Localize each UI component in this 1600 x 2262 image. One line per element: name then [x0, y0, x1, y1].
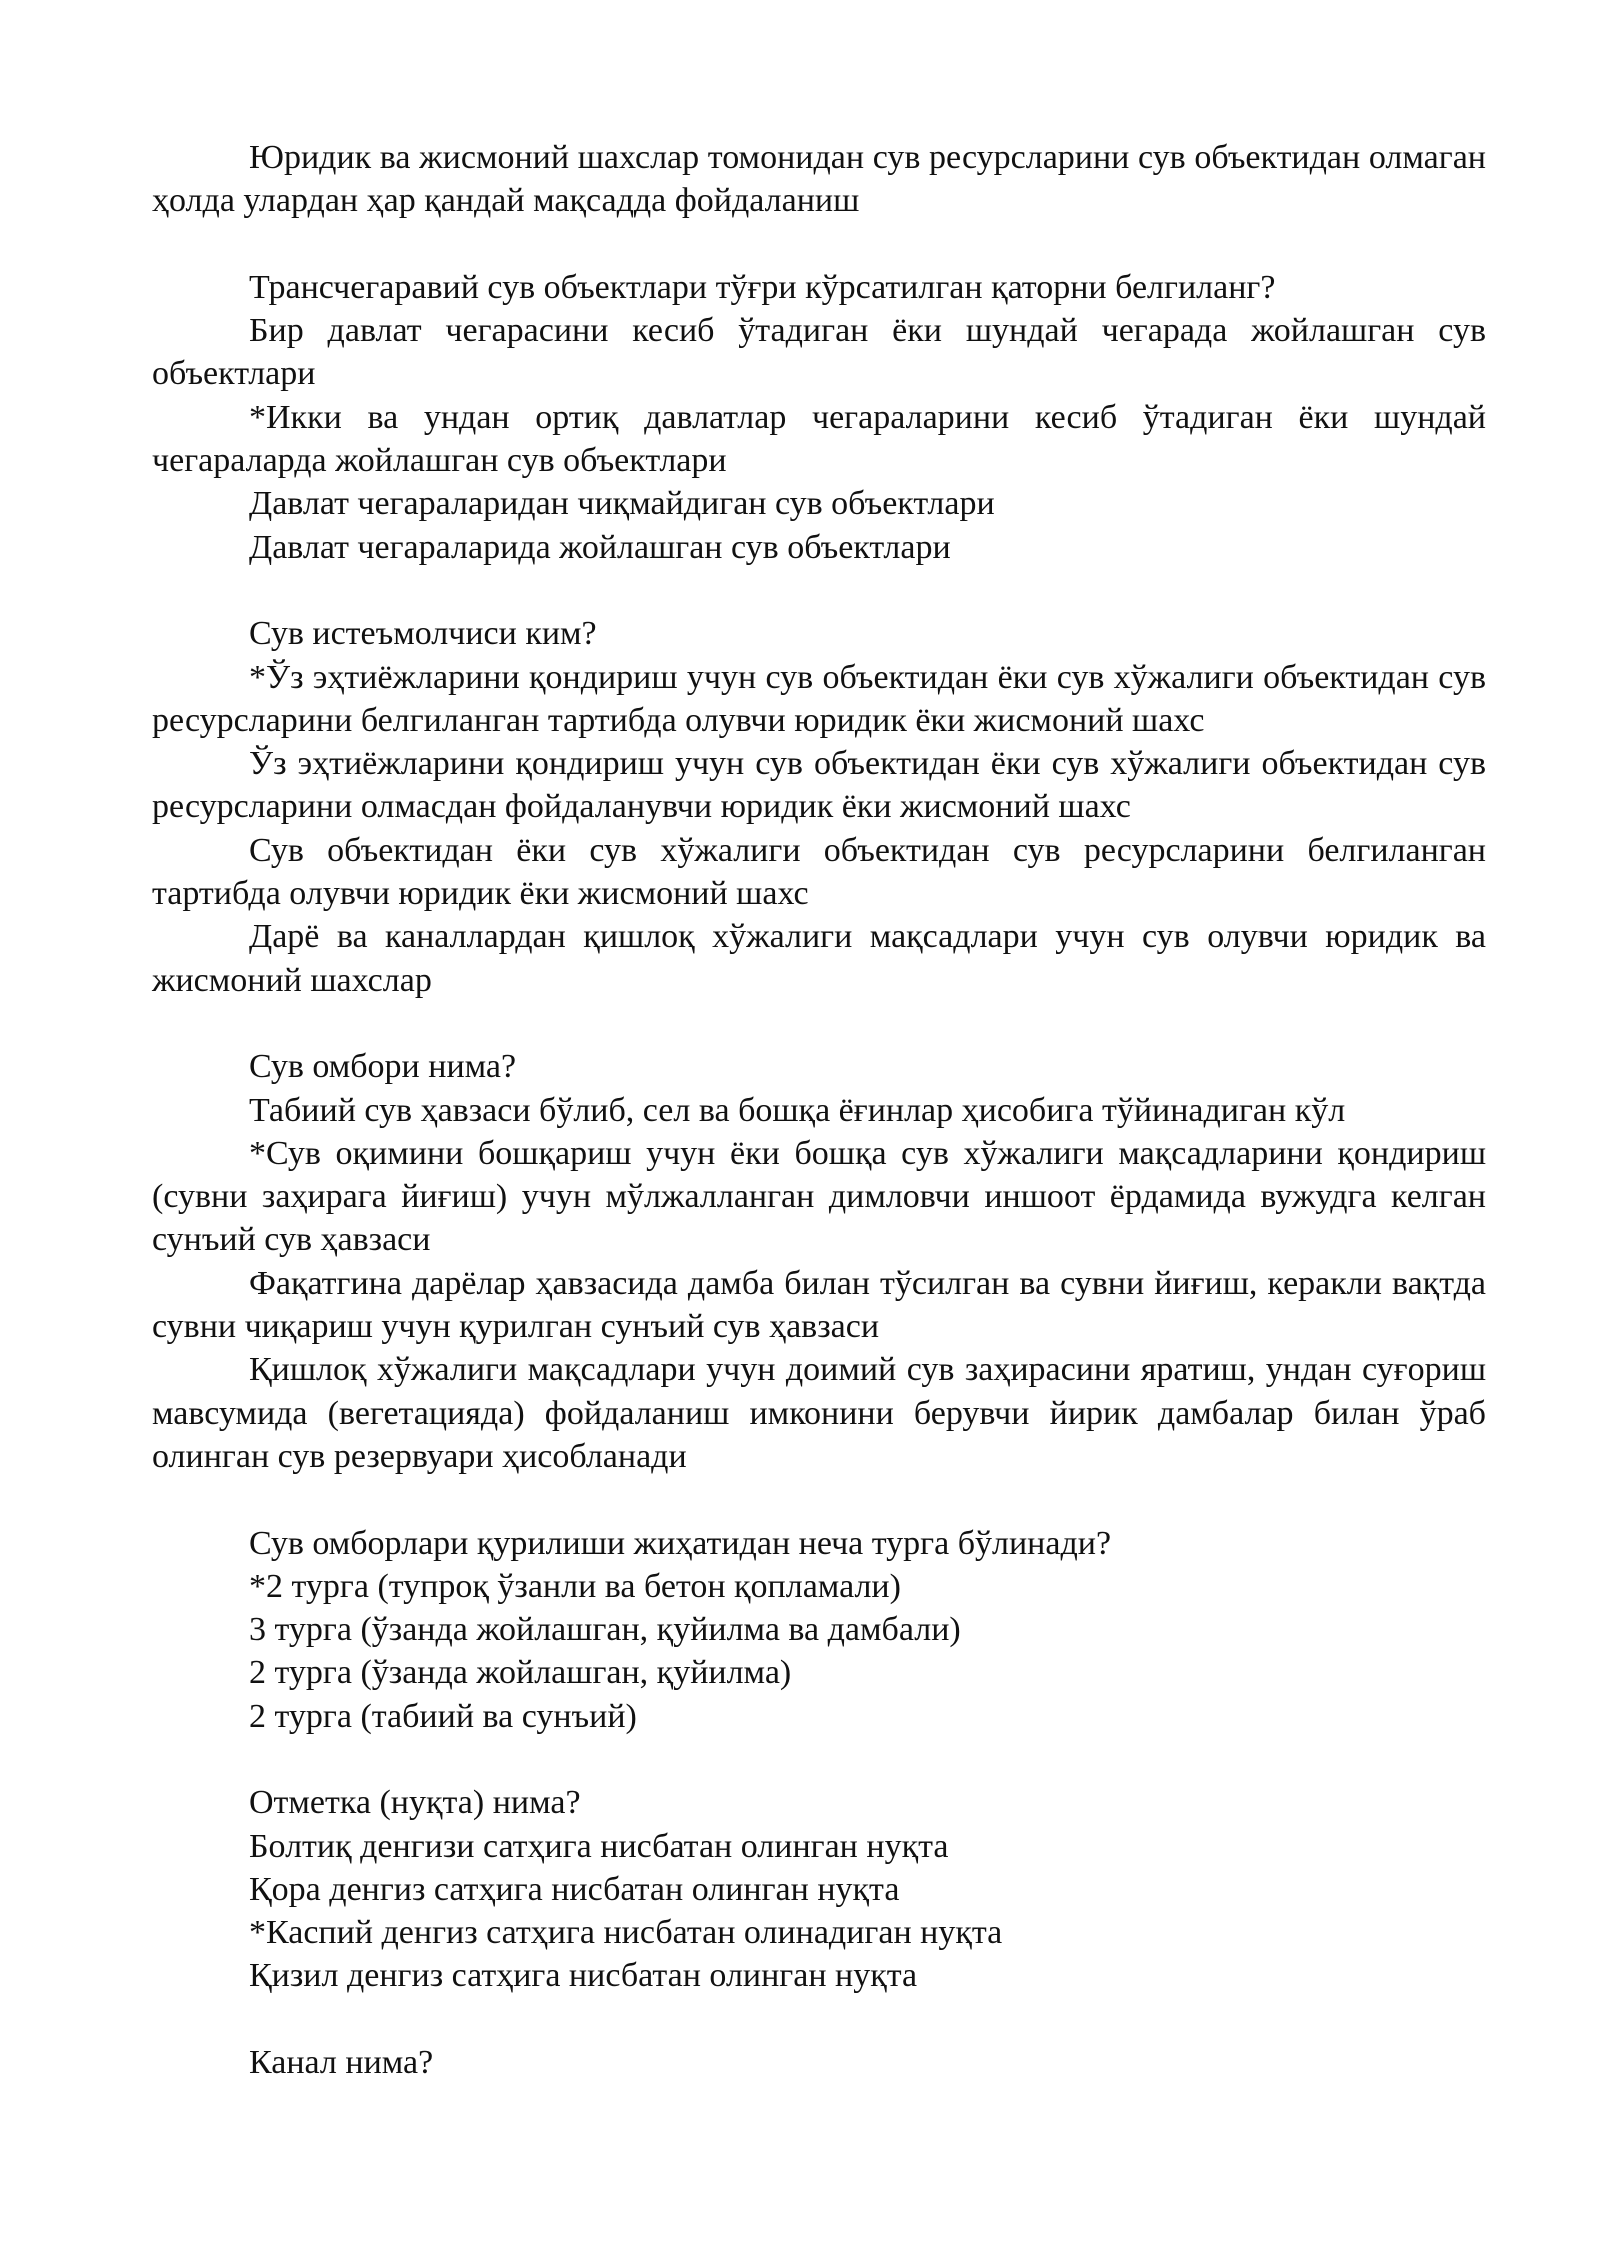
question-block	[152, 1781, 1486, 1997]
question-text: Отметка (нуқта) нима?	[249, 1784, 581, 1822]
question-text: Сув омбори нима?	[249, 1048, 517, 1086]
document-body	[152, 136, 1486, 2128]
answer-option: 2 турга (табиий ва сунъий)	[249, 1697, 637, 1735]
answer-option: *Икки ва ундан ортиқ давлатлар чегараларини кесиб ўтадиган ёки шундай чегараларда жойлашган сув объектлари	[152, 398, 1486, 480]
question-block	[152, 266, 1486, 569]
question-text: Сув истеъмолчиси ким?	[249, 615, 597, 653]
answer-option: 2 турга (ўзанда жойлашган, қуйилма)	[249, 1654, 792, 1692]
answer-option: 3 турга (ўзанда жойлашган, қуйилма ва дамбали)	[249, 1611, 961, 1649]
answer-option: Қора денгиз сатҳига нисбатан олинган нуқта	[249, 1870, 900, 1908]
question-block	[152, 612, 1486, 1002]
answer-option: Ўз эҳтиёжларини қондириш учун сув объектидан ёки сув хўжалиги объектидан сув ресурсларини олмасдан фойдаланувчи юридик ёки жисмоний шахс	[152, 745, 1486, 826]
text-block	[152, 136, 1486, 223]
question-block	[152, 1522, 1486, 1738]
question-block	[152, 1045, 1486, 1478]
answer-option: *Каспий денгиз сатҳига нисбатан олинадиган нуқта	[249, 1914, 1003, 1952]
answer-option: Қизил денгиз сатҳига нисбатан олинган нуқта	[249, 1957, 918, 1995]
paragraph: Юридик ва жисмоний шахслар томонидан сув ресурсларини сув объектидан олмаган ҳолда улардан ҳар қандай мақсадда фойдаланиш	[152, 139, 1486, 220]
question-text: Сув омборлари қурилиши жиҳатидан неча турга бўлинади?	[249, 1524, 1112, 1562]
answer-option: Қишлоқ хўжалиги мақсадлари учун доимий сув заҳирасини яратиш, ундан суғориш мавсумида (вегетацияда) фойдаланиш имконини берувчи йирик дамбалар билан ўраб олинган сув резервуари ҳисобланади	[152, 1351, 1486, 1475]
answer-option: *Сув оқимини бошқариш учун ёки бошқа сув хўжалиги мақсадларини қондириш (сувни заҳирага йиғиш) учун мўлжалланган димловчи иншоот ёрдамида вужудга келган сунъий сув ҳавзаси	[152, 1134, 1486, 1259]
answer-option: Бир давлат чегарасини кесиб ўтадиган ёки шундай чегарада жойлашган сув объектлари	[152, 312, 1486, 393]
answer-option: *2 турга (тупроқ ўзанли ва бетон қопламали)	[249, 1567, 901, 1605]
question-text: Канал нима?	[249, 2044, 434, 2082]
answer-option: Сув объектидан ёки сув хўжалиги объектидан сув ресурсларини белгиланган тартибда олувчи юридик ёки жисмоний шахс	[152, 831, 1486, 913]
answer-option: Дарё ва каналлардан қишлоқ хўжалиги мақсадлари учун сув олувчи юридик ва жисмоний шахслар	[152, 918, 1486, 999]
answer-option: *Ўз эҳтиёжларини қондириш учун сув объектидан ёки сув хўжалиги объектидан сув ресурсларини белгиланган тартибда олувчи юридик ёки жисмоний шахс	[152, 658, 1486, 739]
answer-option: Фақатгина дарёлар ҳавзасида дамба билан тўсилган ва сувни йиғиш, керакли вақтда сувни чиқариш учун қурилган сунъий сув ҳавзаси	[152, 1264, 1486, 1346]
question-text: Трансчегаравий сув объектлари тўғри кўрсатилган қаторни белгиланг?	[249, 268, 1276, 306]
answer-option: Давлат чегараларидан чиқмайдиган сув объектлари	[249, 485, 995, 523]
answer-option: Болтиқ денгизи сатҳига нисбатан олинган нуқта	[249, 1827, 949, 1865]
question-block	[152, 2041, 1486, 2084]
answer-option: Давлат чегараларида жойлашган сув объектлари	[249, 528, 951, 566]
answer-option: Табиий сув ҳавзаси бўлиб, сел ва бошқа ёғинлар ҳисобига тўйинадиган кўл	[249, 1091, 1346, 1129]
